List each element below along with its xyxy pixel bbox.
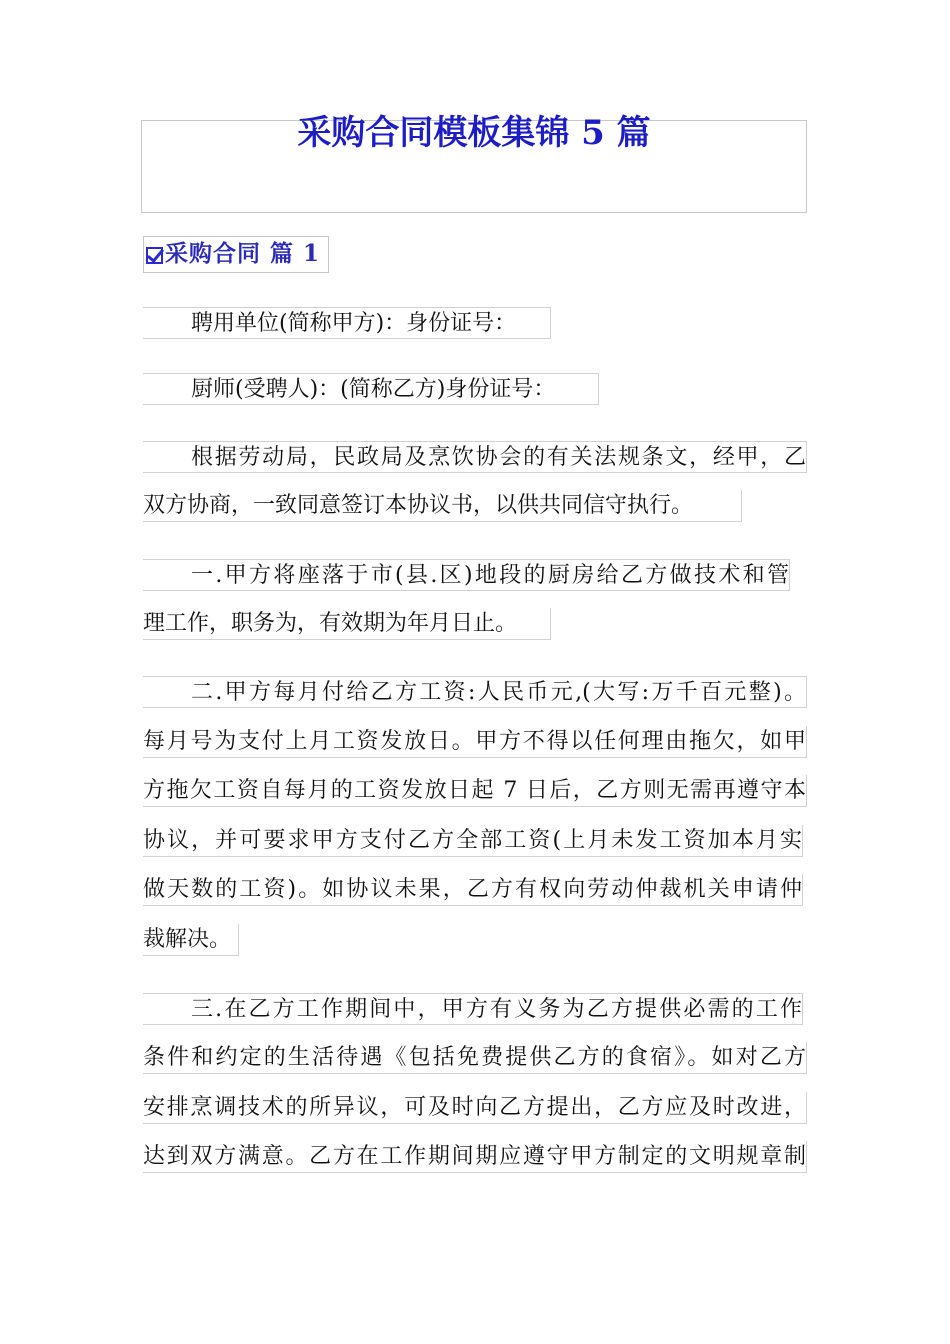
text-line: 做天数的工资)。如协议未果，乙方有权向劳动仲裁机关申请仲 xyxy=(143,874,803,906)
text-line: 一.甲方将座落于市(县.区)地段的厨房给乙方做技术和管 xyxy=(143,559,790,591)
text-line: 裁解决。 xyxy=(143,924,239,956)
text-line: 双方协商，一致同意签订本协议书，以供共同信守执行。 xyxy=(143,490,742,522)
text-line: 安排烹调技术的所异议，可及时向乙方提出，乙方应及时改进， xyxy=(143,1092,807,1124)
document-title: 采购合同模板集锦 5 篇 xyxy=(297,113,651,153)
text-line: 根据劳动局，民政局及烹饮协会的有关法规条文，经甲，乙 xyxy=(143,441,807,473)
text-line: 厨师(受聘人)：(简称乙方)身份证号： xyxy=(143,373,599,405)
section-heading xyxy=(143,236,329,273)
text-line: 理工作，职务为，有效期为年月日止。 xyxy=(143,608,551,640)
checkbox-check-icon xyxy=(146,247,163,264)
text-line: 三.在乙方工作期间中，甲方有义务为乙方提供必需的工作 xyxy=(143,993,803,1025)
text-line: 每月号为支付上月工资发放日。甲方不得以任何理由拖欠，如甲 xyxy=(143,726,807,758)
section-heading-text: 采购合同 篇 1 xyxy=(165,240,321,267)
text-line: 聘用单位(简称甲方)：身份证号： xyxy=(143,307,551,339)
text-line: 协议，并可要求甲方支付乙方全部工资(上月未发工资加本月实 xyxy=(143,825,803,857)
text-line: 条件和约定的生活待遇《包括免费提供乙方的食宿》。如对乙方 xyxy=(143,1042,807,1074)
text-line: 二.甲方每月付给乙方工资:人民币元,(大写:万千百元整)。 xyxy=(143,676,807,708)
text-line: 达到双方满意。乙方在工作期间期应遵守甲方制定的文明规章制 xyxy=(143,1141,807,1173)
text-line: 方拖欠工资自每月的工资发放日起 7 日后，乙方则无需再遵守本 xyxy=(143,775,807,807)
